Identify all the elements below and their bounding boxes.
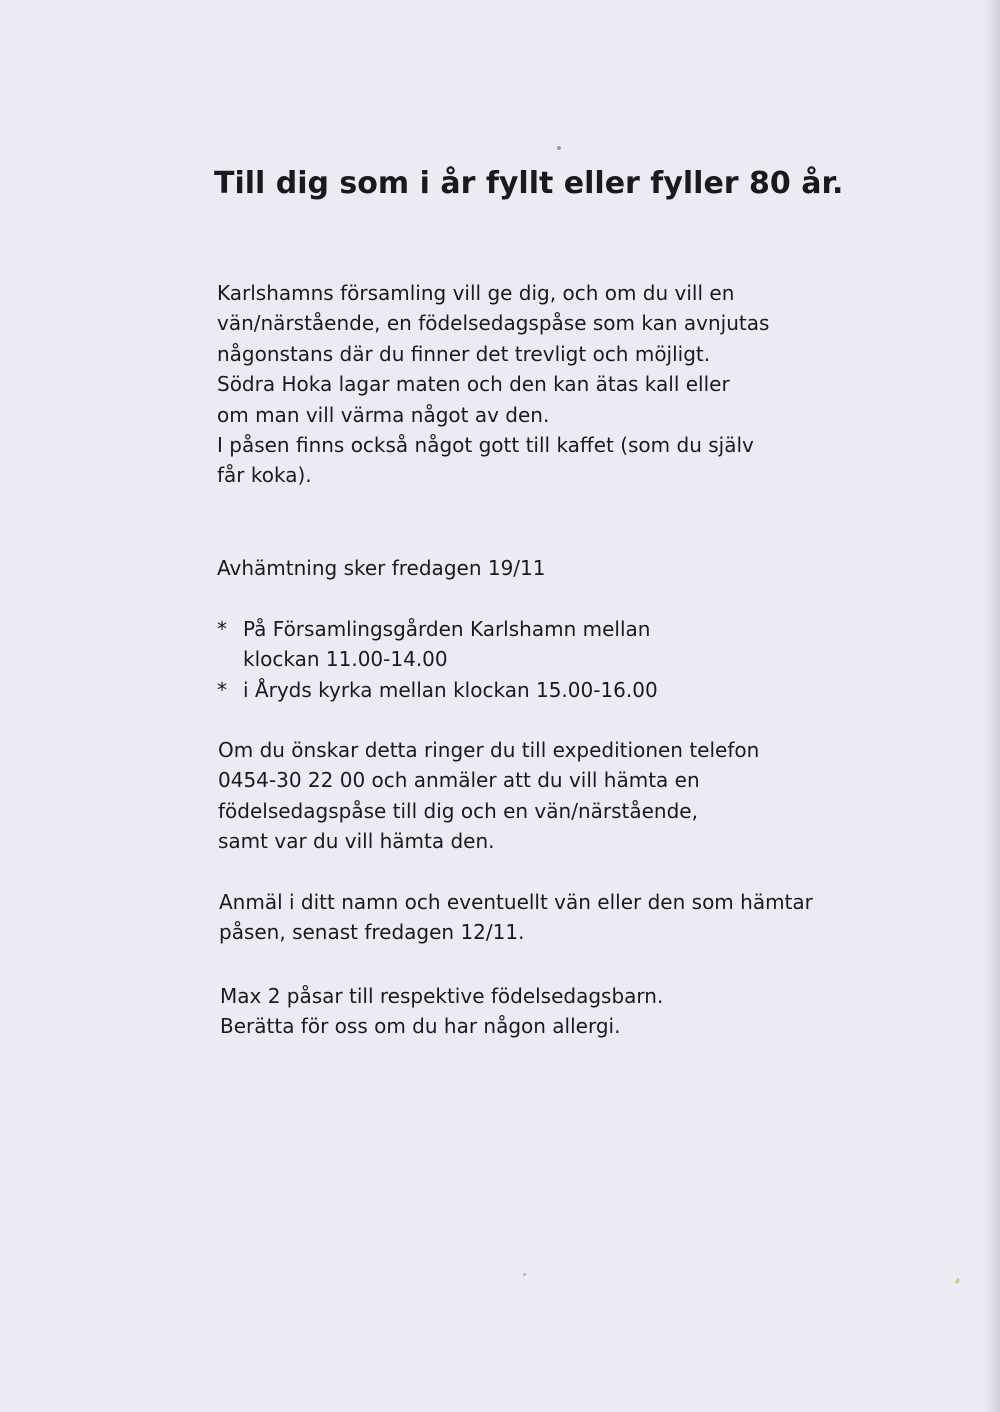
- paper-speck: [955, 1278, 961, 1285]
- pickup-item-text: [243, 614, 650, 675]
- pickup-list: [217, 614, 658, 705]
- paper-edge-shadow: [984, 0, 1000, 1412]
- pickup-item-line: klockan 11.00-14.00: [243, 647, 448, 672]
- howto-paragraph: [218, 735, 759, 857]
- intro-paragraph: [217, 278, 769, 491]
- pickup-item-text: [243, 675, 658, 705]
- intro-line: vän/närstående, en födelsedagspåse som kan avnjutas: [217, 311, 770, 336]
- letter-title: Till dig som i år fyllt eller fyller 80 år.: [214, 166, 844, 201]
- register-paragraph: [219, 887, 813, 948]
- intro-line: får koka).: [217, 463, 312, 488]
- max-info-line: Berätta för oss om du har någon allergi.: [220, 1014, 621, 1039]
- paper-speck: [523, 1273, 526, 1276]
- max-info-paragraph: [220, 981, 663, 1042]
- register-line: Anmäl i ditt namn och eventuellt vän eller den som hämtar: [219, 890, 813, 914]
- intro-line: Södra Hoka lagar maten och den kan ätas kall eller: [217, 372, 730, 397]
- howto-line: samt var du vill hämta den.: [218, 829, 495, 854]
- pickup-list-item: [217, 614, 658, 675]
- pickup-heading: [217, 553, 546, 583]
- max-info-line: Max 2 påsar till respektive födelsedagsbarn.: [220, 984, 664, 1008]
- intro-line: om man vill värma något av den.: [217, 402, 550, 427]
- pickup-item-line: i Åryds kyrka mellan klockan 15.00-16.00: [243, 677, 658, 702]
- howto-line: Om du önskar detta ringer du till expeditionen telefon: [218, 738, 760, 762]
- bullet-asterisk: *: [217, 617, 227, 641]
- pickup-item-line: På Församlingsgården Karlshamn mellan: [243, 617, 651, 641]
- paper-speck: [557, 146, 561, 150]
- intro-line: I påsen finns också något gott till kaffet (som du själv: [217, 433, 754, 458]
- intro-line: någonstans där du finner det trevligt och möjligt.: [217, 341, 711, 366]
- intro-line: Karlshamns församling vill ge dig, och om du vill en: [217, 281, 735, 305]
- pickup-list-item: [217, 675, 658, 705]
- howto-line: födelsedagspåse till dig och en vän/närstående,: [218, 798, 698, 823]
- bullet-asterisk: *: [217, 677, 227, 702]
- register-line: påsen, senast fredagen 12/11.: [219, 920, 525, 945]
- howto-line: 0454-30 22 00 och anmäler att du vill hämta en: [218, 768, 700, 793]
- pickup-heading-text: Avhämtning sker fredagen 19/11: [217, 556, 546, 580]
